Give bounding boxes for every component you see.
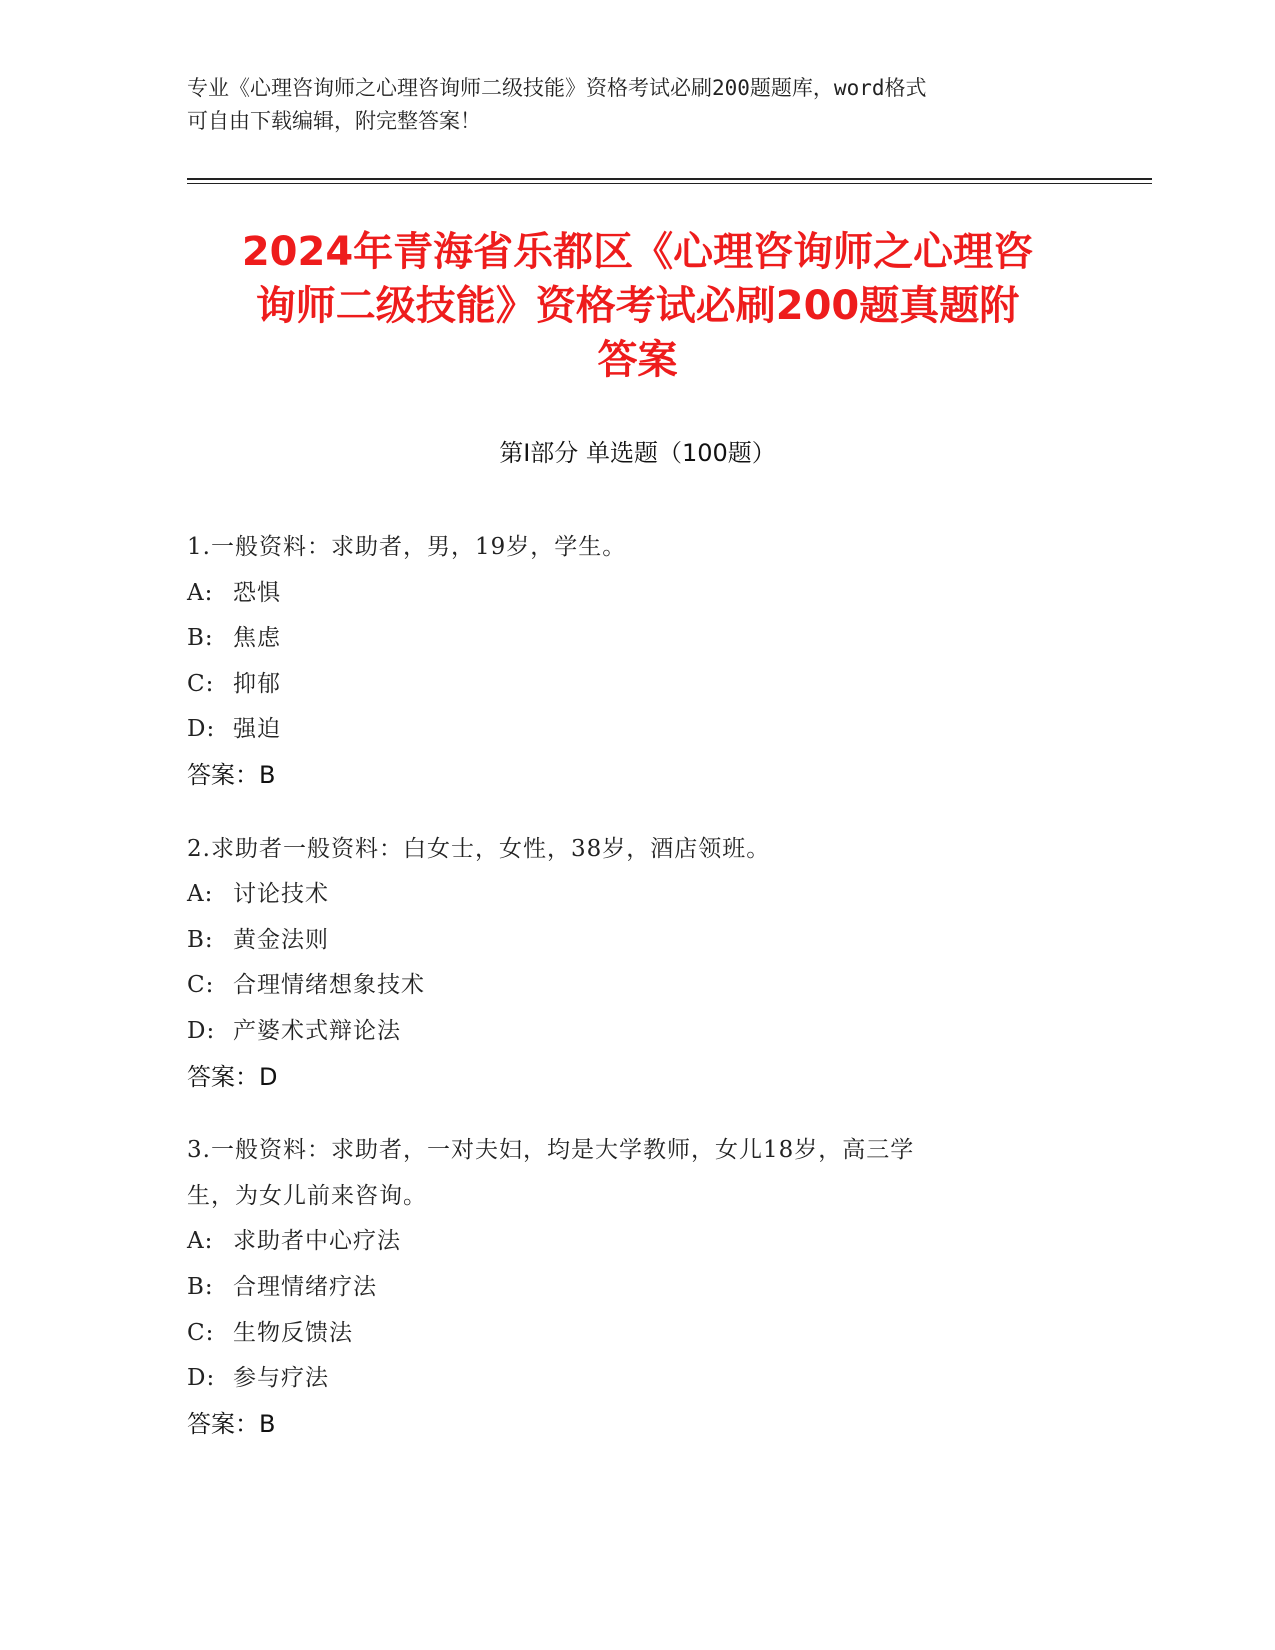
question-item (187, 827, 1087, 1101)
option-text: 参与疗法 (233, 1365, 329, 1392)
option-letter: A: (187, 579, 214, 606)
title-line: 答案 (597, 337, 678, 383)
option-d (187, 1356, 1087, 1402)
option-text: 焦虑 (233, 625, 281, 652)
option-text: 合理情绪想象技术 (233, 972, 425, 999)
question-list (187, 525, 1087, 1475)
title-line: 2024年青海省乐都区《心理咨询师之心理咨 (241, 229, 1034, 275)
option-d (187, 707, 1087, 753)
option-text: 产婆术式辩论法 (233, 1017, 401, 1044)
title-line: 询师二级技能》资格考试必刷200题真题附 (255, 283, 1020, 329)
option-a (187, 571, 1087, 617)
option-text: 讨论技术 (233, 881, 329, 908)
header-divider (187, 178, 1152, 180)
option-b (187, 1265, 1087, 1311)
answer-line: 答案：D (187, 1062, 278, 1091)
header-note (187, 72, 1087, 138)
option-c (187, 1311, 1087, 1357)
option-c (187, 662, 1087, 708)
option-text: 恐惧 (233, 579, 281, 606)
question-stem: 1.一般资料：求助者，男，19岁，学生。 (187, 534, 627, 560)
option-letter: C: (187, 972, 215, 999)
option-letter: C: (187, 670, 215, 697)
question-stem: 3.一般资料：求助者，一对夫妇，均是大学教师，女儿18岁，高三学 (187, 1137, 915, 1164)
option-c (187, 963, 1087, 1009)
option-b (187, 616, 1087, 662)
option-text: 黄金法则 (233, 926, 329, 953)
question-stem-continued: 生，为女儿前来咨询。 (187, 1182, 427, 1209)
option-letter: B: (187, 625, 214, 652)
header-note-line: 专业《心理咨询师之心理咨询师二级技能》资格考试必刷200题题库，word格式 (187, 76, 927, 100)
document-title (150, 225, 1125, 387)
question-item (187, 1128, 1087, 1447)
option-letter: D: (187, 1017, 216, 1044)
answer-line: 答案：B (187, 1409, 276, 1438)
option-text: 求助者中心疗法 (233, 1228, 401, 1255)
option-letter: D: (187, 1365, 216, 1392)
option-letter: C: (187, 1319, 215, 1346)
answer-line: 答案：B (187, 760, 276, 789)
question-stem: 2.求助者一般资料：白女士，女性，38岁，酒店领班。 (187, 835, 771, 862)
header-divider-thin (187, 183, 1152, 184)
option-letter: A: (187, 1228, 214, 1255)
option-letter: D: (187, 716, 216, 743)
option-letter: B: (187, 1273, 214, 1300)
option-text: 合理情绪疗法 (233, 1273, 377, 1300)
section-heading: 第Ⅰ部分 单选题（100题） (499, 439, 776, 467)
option-letter: B: (187, 926, 214, 953)
option-text: 抑郁 (233, 670, 281, 697)
option-text: 强迫 (233, 716, 281, 743)
option-letter: A: (187, 881, 214, 908)
option-b (187, 918, 1087, 964)
option-text: 生物反馈法 (233, 1319, 353, 1346)
option-a (187, 872, 1087, 918)
option-d (187, 1009, 1087, 1055)
question-item (187, 525, 1087, 799)
option-a (187, 1219, 1087, 1265)
header-note-line: 可自由下载编辑，附完整答案！ (187, 109, 481, 133)
